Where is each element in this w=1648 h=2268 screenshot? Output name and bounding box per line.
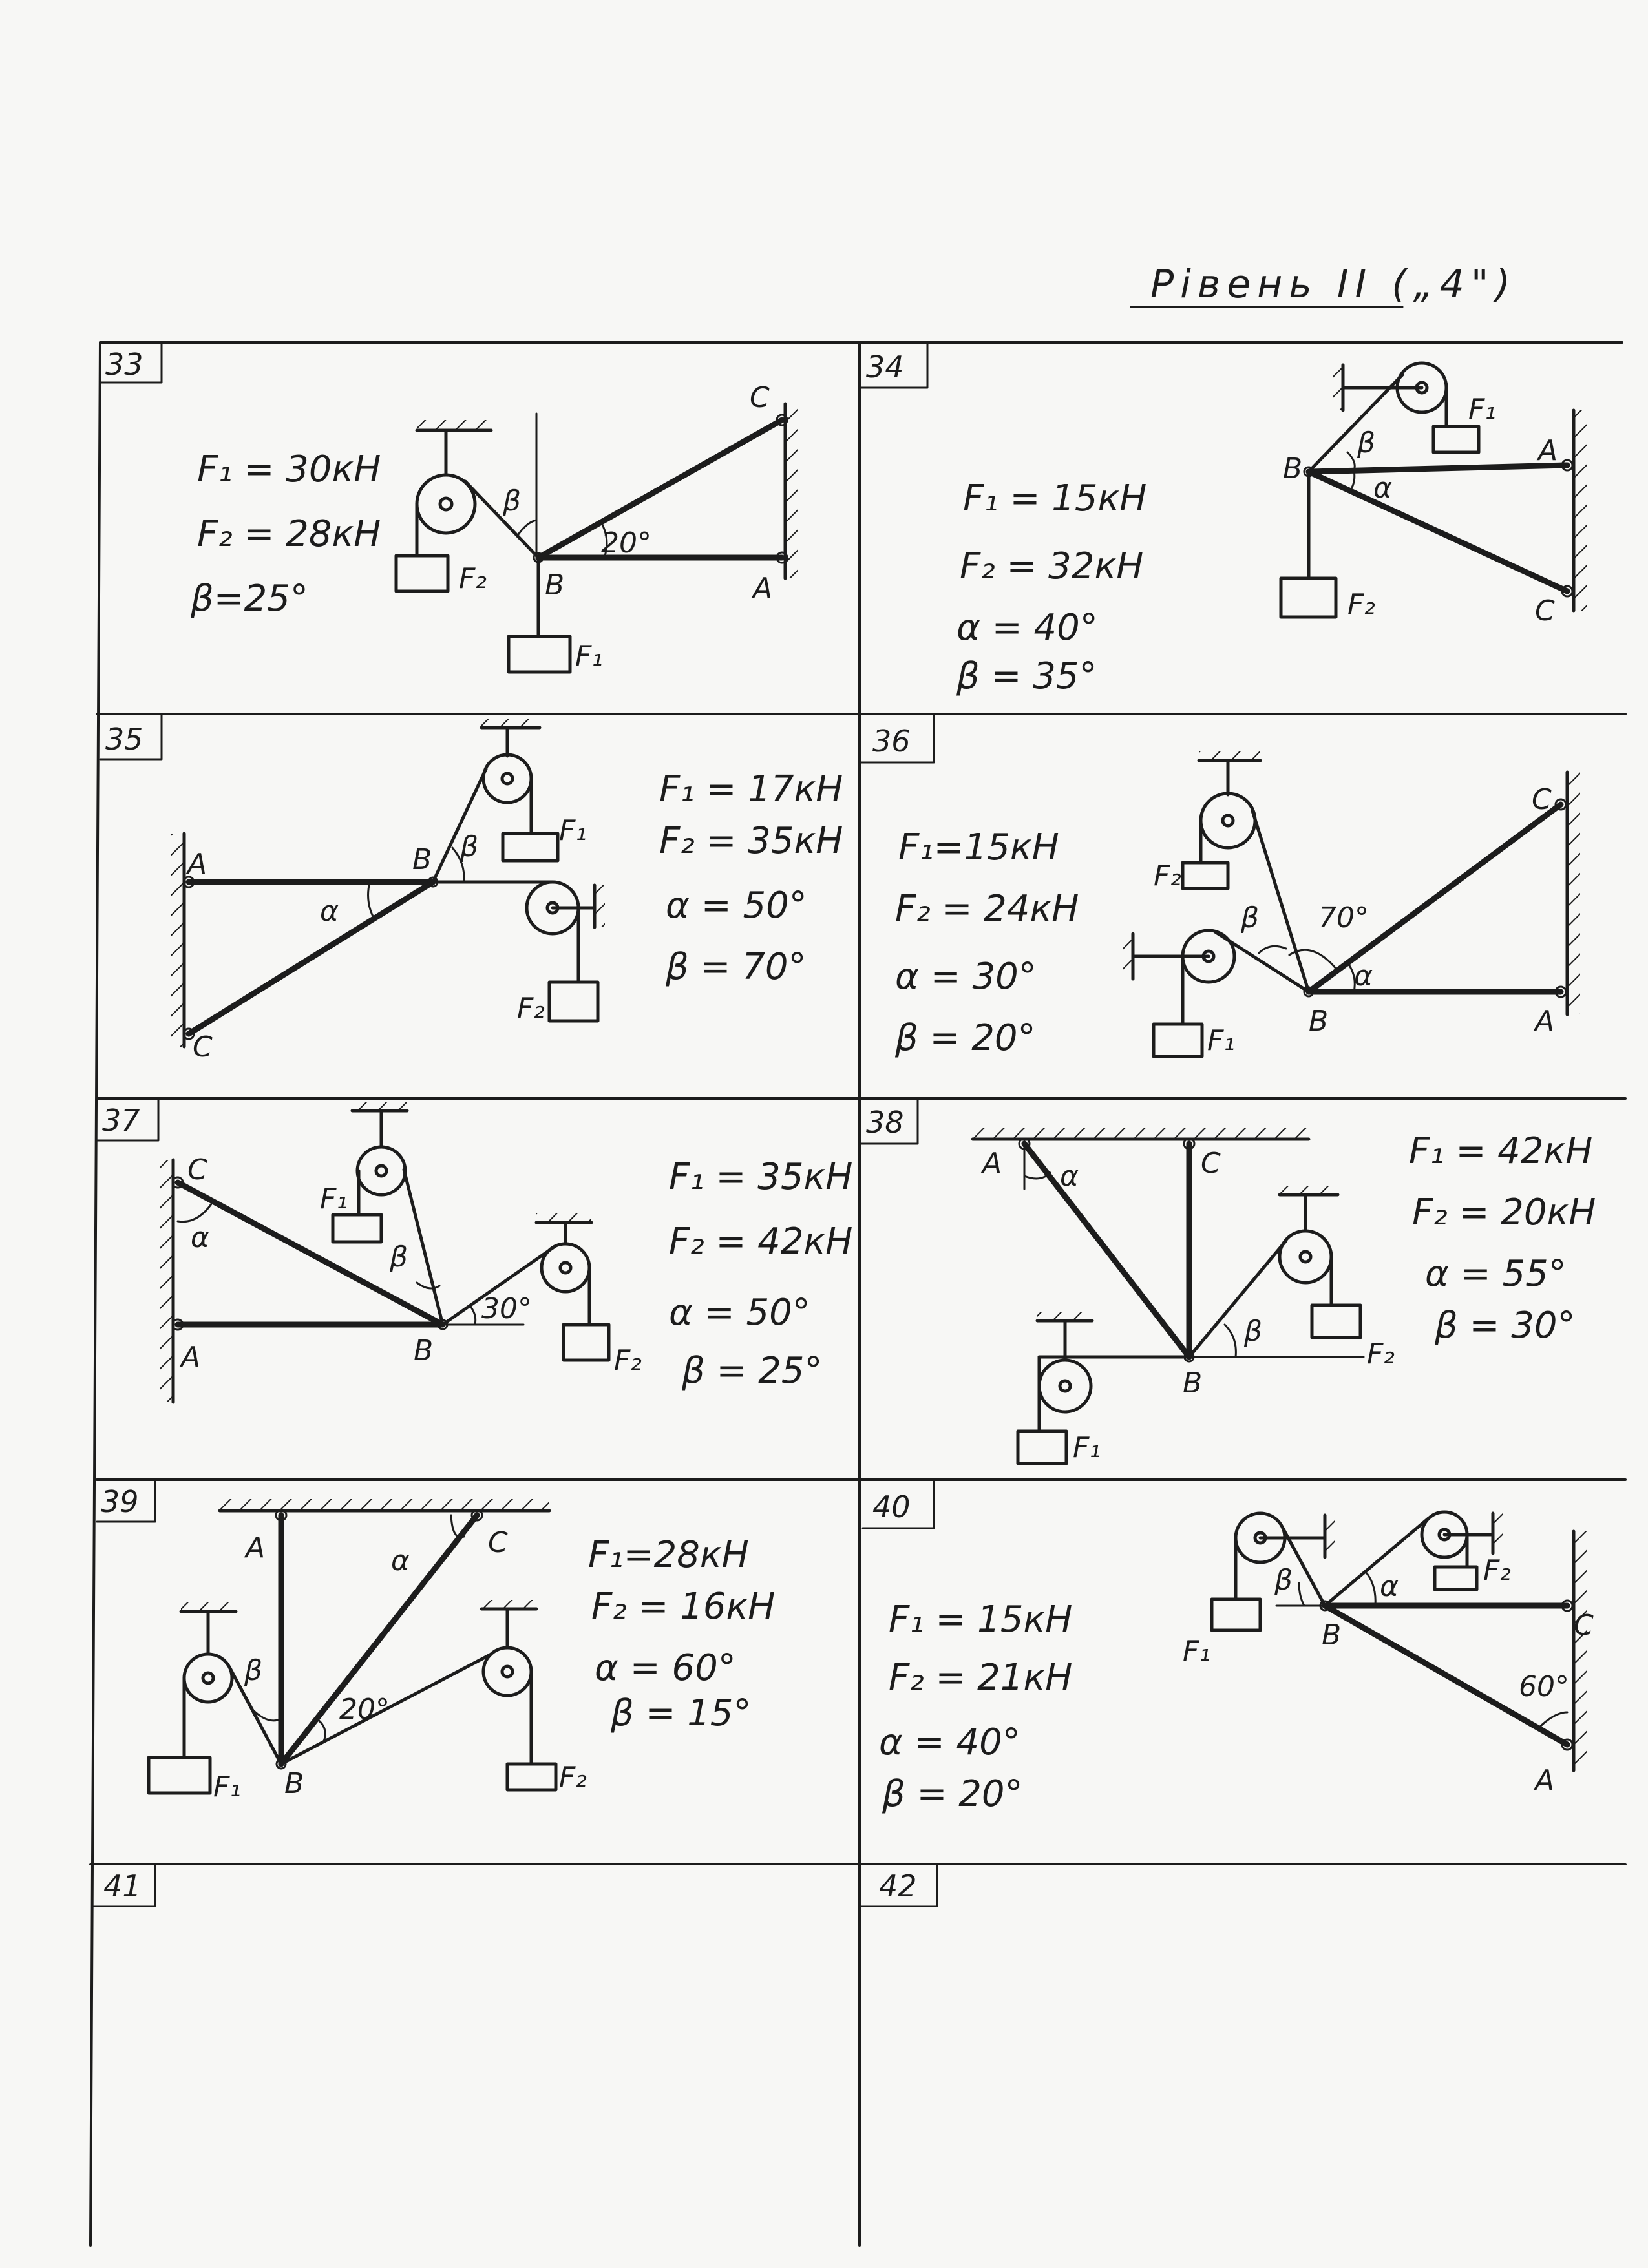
- level-title: Рівень ІІ („4"): [1150, 262, 1517, 307]
- angle-arc: [470, 1307, 476, 1325]
- pulley-axle: [502, 773, 512, 784]
- given-line: β = 70°: [666, 946, 807, 988]
- problem-number-36: [861, 715, 934, 762]
- angle-arc: [1225, 1325, 1236, 1357]
- given-line: F₁=15кН: [898, 826, 1059, 868]
- problem-number: 35: [105, 722, 143, 757]
- label-f1: F₁: [1073, 1431, 1101, 1464]
- angle-arc: [1299, 1583, 1304, 1606]
- label-b: B: [1183, 1367, 1203, 1400]
- label-c: C: [488, 1526, 508, 1559]
- label-a: A: [982, 1147, 1002, 1180]
- label-alpha: α: [391, 1544, 410, 1577]
- wall-hatch: [160, 1160, 173, 1402]
- weight-f1: [333, 1215, 381, 1242]
- ceiling-hatch: [220, 1499, 549, 1511]
- label-a: A: [187, 848, 207, 881]
- pulley: [184, 1654, 232, 1702]
- problem-number-37: [97, 1100, 158, 1140]
- label-angle: 30°: [481, 1292, 532, 1325]
- label-f1: F₁: [320, 1182, 348, 1215]
- label-c: C: [1201, 1147, 1221, 1180]
- weight-f1: [1433, 426, 1479, 452]
- weight-f2: [1312, 1305, 1360, 1338]
- label-b: B: [1322, 1619, 1342, 1652]
- pulley-axle: [440, 498, 452, 510]
- given-values: [669, 1156, 852, 1392]
- given-line: β = 35°: [956, 655, 1097, 697]
- wall-hatch: [171, 834, 184, 1047]
- problem-grid: [90, 342, 1625, 2245]
- problem-number-38: [861, 1100, 918, 1144]
- rod-bc: [538, 420, 782, 558]
- diagram-34: [1281, 363, 1587, 627]
- weight-f1: [509, 636, 570, 672]
- label-a: A: [246, 1531, 266, 1564]
- rope: [465, 481, 538, 558]
- problem-38: [973, 1128, 1596, 1464]
- problem-number: 42: [879, 1869, 917, 1904]
- given-line: F₁ = 15кН: [963, 478, 1147, 520]
- weight-f2: [396, 556, 448, 591]
- given-line: α = 40°: [879, 1721, 1020, 1763]
- label-b: B: [284, 1767, 304, 1800]
- label-f1: F₁: [1468, 393, 1496, 426]
- given-line: F₂ = 32кН: [960, 545, 1144, 587]
- angle-arc: [417, 1283, 439, 1288]
- label-f2: F₂: [614, 1344, 642, 1377]
- ceiling-hatch: [973, 1128, 1309, 1139]
- pulley: [357, 1147, 405, 1195]
- label-beta: β: [390, 1241, 408, 1274]
- label-c: C: [1574, 1609, 1594, 1642]
- given-line: β = 20°: [895, 1017, 1036, 1059]
- angle-arc: [1259, 946, 1286, 953]
- label-f1: F₁: [559, 814, 587, 847]
- label-b: B: [414, 1334, 434, 1367]
- wall-hatch: [1574, 410, 1587, 611]
- label-a: A: [1538, 434, 1558, 467]
- given-line: F₁ = 15кН: [889, 1599, 1073, 1641]
- label-a: A: [181, 1341, 201, 1374]
- problem-number-40: [863, 1481, 934, 1528]
- pulley-axle: [1300, 1252, 1311, 1262]
- label-alpha: α: [1380, 1570, 1399, 1603]
- label-b: B: [1309, 1005, 1329, 1038]
- angle-arc: [178, 1203, 212, 1222]
- problem-number: 38: [866, 1105, 904, 1140]
- rope: [404, 1170, 443, 1325]
- label-f1: F₁: [1183, 1635, 1210, 1668]
- pulley-axle: [1060, 1381, 1070, 1391]
- label-f2: F₂: [1347, 588, 1375, 621]
- label-f2: F₂: [1367, 1338, 1395, 1370]
- given-line: F₁ = 35кН: [669, 1156, 853, 1198]
- label-alpha: α: [1060, 1160, 1079, 1193]
- diagram-33: [396, 381, 798, 673]
- label-f1: F₁: [1207, 1024, 1235, 1057]
- given-line: α = 40°: [956, 607, 1098, 649]
- given-line: β = 25°: [682, 1350, 823, 1392]
- angle-arc: [1538, 1712, 1567, 1728]
- problem-number-35: [100, 715, 162, 759]
- label-f2: F₂: [1154, 859, 1181, 892]
- label-a: A: [753, 572, 773, 605]
- wall-hatch: [785, 404, 798, 578]
- angle-arc: [368, 882, 374, 918]
- given-line: α = 50°: [669, 1292, 810, 1334]
- label-alpha: α: [191, 1221, 210, 1254]
- problem-37: [160, 1102, 852, 1402]
- label-beta: β: [460, 830, 479, 863]
- problem-number: 39: [101, 1484, 139, 1519]
- given-line: β = 20°: [882, 1773, 1023, 1815]
- rod-ba: [1309, 465, 1567, 472]
- problem-number: 40: [872, 1489, 911, 1524]
- problem-number-42: [861, 1865, 937, 1906]
- label-beta: β: [1357, 426, 1376, 459]
- weight-f2: [1183, 863, 1228, 888]
- problem-number-39: [97, 1481, 155, 1522]
- label-c: C: [1532, 783, 1552, 816]
- given-line: α = 60°: [595, 1647, 736, 1689]
- given-line: α = 50°: [666, 885, 807, 927]
- given-line: F₁ = 30кН: [197, 448, 381, 490]
- given-line: F₂ = 20кН: [1412, 1192, 1596, 1234]
- label-c: C: [187, 1153, 207, 1186]
- label-c: C: [750, 381, 770, 414]
- weight-f1: [1154, 1024, 1202, 1056]
- weight-f2: [1281, 578, 1336, 617]
- label-b: B: [1283, 452, 1303, 485]
- label-f1: F₁: [575, 640, 603, 673]
- label-angle: 60°: [1519, 1670, 1569, 1703]
- rope: [433, 769, 486, 882]
- given-values: [659, 768, 843, 988]
- given-line: β = 15°: [611, 1692, 752, 1734]
- problem-39: [149, 1499, 775, 1803]
- rod-bc: [1309, 804, 1561, 992]
- label-f2: F₂: [559, 1761, 587, 1794]
- pulley: [1039, 1360, 1091, 1412]
- rope: [1215, 932, 1309, 992]
- given-line: α = 55°: [1425, 1253, 1567, 1295]
- weight-f1: [503, 834, 558, 861]
- weight-f2: [1435, 1567, 1477, 1590]
- rod-cb: [281, 1515, 477, 1764]
- angle-arc: [517, 520, 536, 536]
- weight-f2: [549, 982, 598, 1021]
- pulley: [1201, 793, 1255, 848]
- problem-number: 36: [872, 724, 911, 759]
- label-alpha: α: [1354, 960, 1373, 992]
- problem-number: 34: [866, 350, 904, 384]
- label-beta: β: [503, 485, 522, 518]
- pulley-axle: [376, 1166, 386, 1176]
- given-line: F₂ = 35кН: [659, 820, 843, 862]
- label-c: C: [1535, 594, 1555, 627]
- given-line: F₂ = 24кН: [895, 888, 1079, 930]
- label-a: A: [1535, 1764, 1555, 1797]
- problem-33: [190, 381, 798, 673]
- grid-line: [90, 342, 100, 2245]
- rope: [1189, 1241, 1286, 1357]
- diagram-38: [973, 1128, 1395, 1464]
- problem-number: 37: [102, 1103, 140, 1138]
- problem-number-33: [100, 344, 162, 383]
- pulley-axle: [502, 1666, 512, 1677]
- label-f2: F₂: [1483, 1554, 1511, 1587]
- given-line: F₂ = 42кН: [669, 1221, 853, 1263]
- problem-number-34: [861, 344, 927, 388]
- problem-number-41: [94, 1865, 155, 1906]
- problem-number: 41: [103, 1869, 142, 1904]
- weight-f1: [149, 1758, 210, 1793]
- problem-number: 33: [105, 347, 143, 382]
- given-values: [956, 478, 1146, 697]
- label-beta: β: [1241, 901, 1260, 934]
- weight-f1: [1018, 1431, 1066, 1464]
- label-alpha: α: [1373, 472, 1393, 505]
- given-line: α = 30°: [895, 956, 1037, 998]
- given-line: F₂ = 28кН: [197, 513, 381, 555]
- rope: [1325, 1518, 1428, 1606]
- label-beta: β: [1244, 1315, 1263, 1348]
- problem-40: [879, 1512, 1594, 1815]
- pulley-axle: [203, 1673, 213, 1683]
- pulley: [1280, 1231, 1331, 1283]
- rod-cb: [189, 882, 433, 1034]
- rod-bc: [1309, 472, 1567, 591]
- wall-hatch: [1574, 1531, 1587, 1770]
- label-f2: F₂: [517, 992, 545, 1025]
- label-beta: β: [244, 1654, 263, 1687]
- given-values: [1409, 1130, 1596, 1347]
- given-line: F₁=28кН: [588, 1534, 749, 1576]
- given-line: F₁ = 42кН: [1409, 1130, 1593, 1172]
- label-beta: β: [1274, 1564, 1293, 1597]
- angle-arc: [1367, 1573, 1375, 1606]
- label-f1: F₁: [213, 1770, 241, 1803]
- angle-arc: [317, 1719, 325, 1743]
- given-values: [894, 826, 1079, 1059]
- label-angle: 20°: [601, 527, 651, 560]
- given-line: β=25°: [191, 578, 308, 620]
- given-values: [190, 448, 381, 620]
- diagram-37: [160, 1102, 642, 1402]
- diagram-36: [1123, 751, 1580, 1057]
- given-line: F₂ = 21кН: [889, 1657, 1073, 1699]
- given-line: β = 30°: [1435, 1305, 1576, 1347]
- label-c: C: [193, 1031, 213, 1064]
- weight-f1: [1212, 1599, 1260, 1630]
- given-line: F₁ = 17кН: [659, 768, 843, 810]
- label-angle: 20°: [339, 1693, 390, 1726]
- problem-35: [171, 719, 843, 1064]
- label-b: B: [412, 843, 432, 876]
- problem-36: [894, 751, 1580, 1059]
- given-values: [588, 1534, 775, 1734]
- diagram-40: [1183, 1512, 1594, 1797]
- label-b: B: [545, 569, 565, 602]
- rope: [1252, 811, 1309, 992]
- pulley-axle: [1223, 815, 1233, 826]
- pulley: [483, 755, 531, 803]
- given-values: [879, 1599, 1072, 1815]
- given-line: F₂ = 16кН: [591, 1586, 776, 1628]
- problem-34: [956, 363, 1587, 697]
- label-alpha: α: [320, 895, 339, 928]
- label-f2: F₂: [459, 562, 487, 595]
- rod-ab: [1024, 1144, 1189, 1357]
- label-a: A: [1535, 1005, 1555, 1038]
- diagram-39: [149, 1499, 587, 1803]
- weight-f2: [507, 1764, 556, 1790]
- wall-hatch: [1567, 772, 1580, 1014]
- weight-f2: [564, 1325, 609, 1360]
- pulley-axle: [560, 1263, 571, 1273]
- label-angle: 70°: [1318, 901, 1369, 934]
- diagram-35: [171, 719, 605, 1064]
